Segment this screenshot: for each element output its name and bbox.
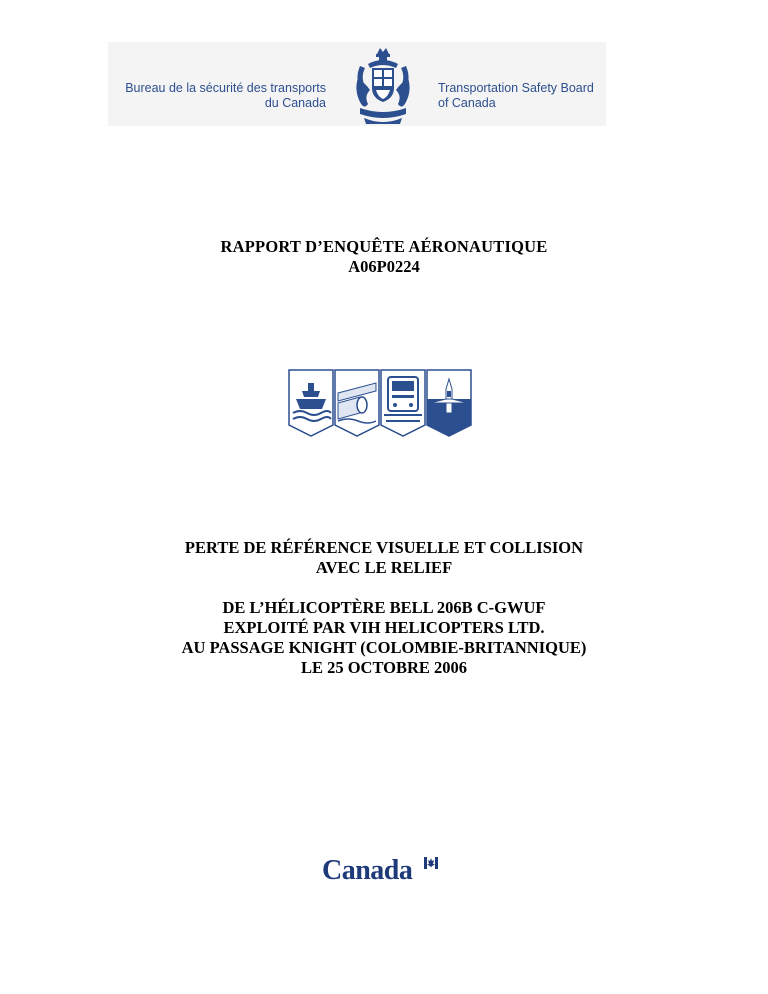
title-line-1: PERTE DE RÉFÉRENCE VISUELLE ET COLLISION <box>184 538 584 557</box>
org-fr-line2: du Canada <box>264 96 326 110</box>
pipeline-icon <box>335 370 379 436</box>
canada-wordmark-text: Canada <box>322 855 413 886</box>
org-en-line2: of Canada <box>438 96 496 110</box>
org-name-french <box>108 81 326 111</box>
org-name-english <box>438 81 608 111</box>
aviation-aircraft-icon <box>427 370 471 436</box>
flag-icon <box>424 857 438 869</box>
org-fr-line1: Bureau de la sécurité des transports <box>125 81 326 95</box>
marine-ship-icon <box>289 370 333 436</box>
title-spacer <box>0 578 768 598</box>
report-number: A06P0224 <box>348 257 420 276</box>
org-en-line1: Transportation Safety Board <box>438 81 594 95</box>
title-line-2: AVEC LE RELIEF <box>315 558 453 577</box>
title-line-6: LE 25 OCTOBRE 2006 <box>300 658 468 677</box>
transport-modes-emblem <box>288 369 474 437</box>
title-line-5: AU PASSAGE KNIGHT (COLOMBIE-BRITANNIQUE) <box>181 638 587 657</box>
canada-wordmark <box>322 855 442 891</box>
title-line-3: DE L’HÉLICOPTÈRE BELL 206B C-GWUF <box>222 598 546 617</box>
rail-train-icon <box>381 370 425 436</box>
report-type: RAPPORT D’ENQUÊTE AÉRONAUTIQUE <box>220 237 548 256</box>
coat-of-arms-icon <box>350 44 416 126</box>
title-line-4: EXPLOITÉ PAR VIH HELICOPTERS LTD. <box>223 618 545 637</box>
report-title <box>0 538 768 678</box>
